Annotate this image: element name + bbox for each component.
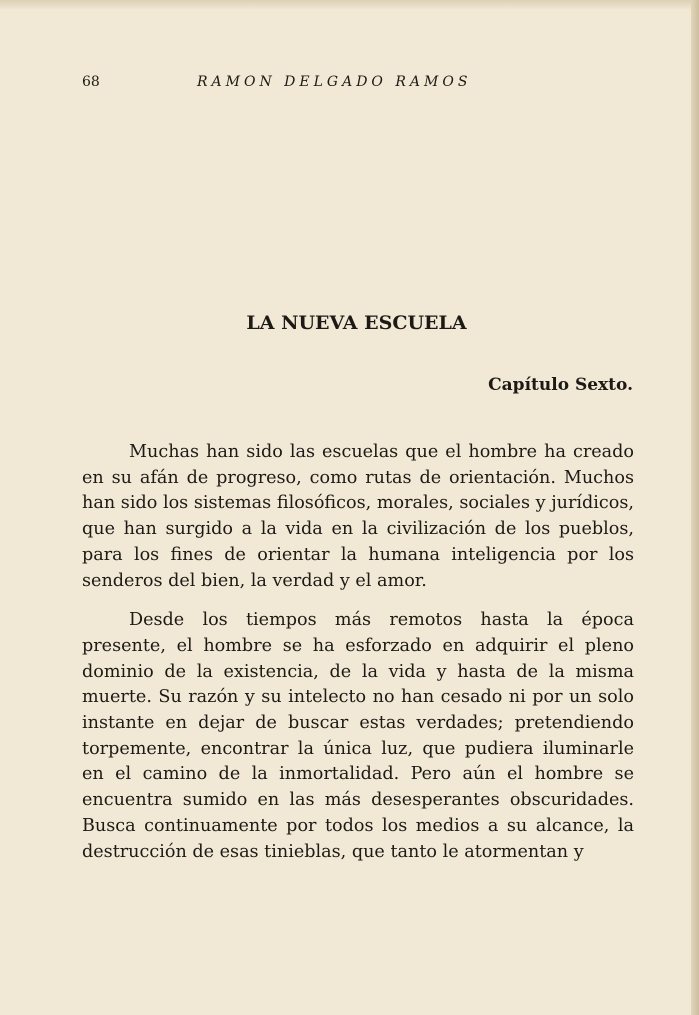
chapter-title: LA NUEVA ESCUELA (246, 312, 467, 334)
page-right-edge (691, 0, 699, 1015)
paragraph-2: Desde los tiempos más remotos hasta la época presente, el hombre se ha esforzado en adquirir el pleno dominio de la existencia, de la vida y hasta de la misma muerte. Su razón y su intelecto no han cesado ni por un solo instante en dejar de buscar estas verdades; pretendiendo torpemente, encontrar la única luz, que pudiera iluminarle en el camino de la inmortalidad. Pero aún el hombre se encuentra sumido en las más desesperantes obscuridades. Busca continuamente por todos los medios a su alcance, la destrucción de esas tinieblas, que tanto le atormentan y (82, 610, 634, 862)
running-header (82, 74, 542, 94)
running-title: RAMON DELGADO RAMOS (197, 74, 472, 90)
paragraph-1: Muchas han sido las escuelas que el hombre ha creado en su afán de progreso, como rutas de orientación. Muchos han sido los sistemas filosóficos, morales, sociales y jurídicos, que han surgido a la vida en la civilización de los pueblos, para los fines de orientar la humana inteligencia por los senderos del bien, la verdad y el amor. (82, 442, 634, 591)
page-number: 68 (82, 74, 100, 90)
chapter-subtitle: Capítulo Sexto. (488, 375, 633, 395)
body-text (82, 440, 634, 879)
page-top-shadow (0, 0, 699, 10)
